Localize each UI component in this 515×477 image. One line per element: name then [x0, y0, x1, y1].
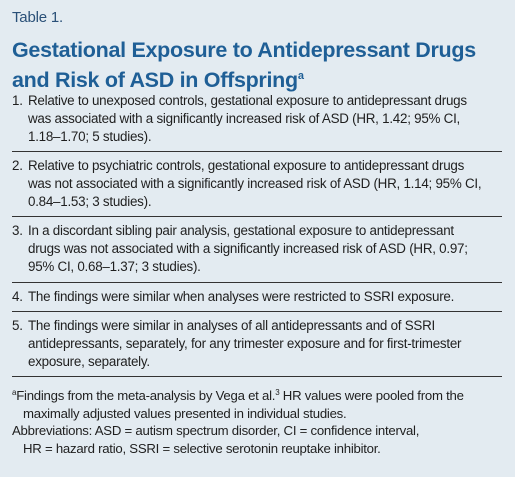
item-text-line: drugs was not associated with a significantly increased risk of ASD (HR, 0.97;: [28, 241, 468, 256]
item-text: [12, 222, 502, 276]
item-text-line: In a discordant sibling pair analysis, gestational exposure to antidepressant: [28, 223, 454, 238]
table-title: [12, 37, 507, 93]
item-text: [12, 317, 502, 371]
table-label: Table 1.: [12, 9, 63, 26]
divider: [12, 216, 502, 217]
list-item: [12, 92, 502, 146]
item-text: [12, 288, 502, 306]
item-number: 1.: [12, 93, 23, 108]
item-number: 4.: [12, 289, 23, 304]
item-number: 2.: [12, 158, 23, 173]
item-number: 5.: [12, 318, 23, 333]
list-item: [12, 222, 502, 276]
item-text: [12, 92, 502, 146]
footnote-mark: a: [12, 388, 17, 397]
item-text-line: Relative to psychiatric controls, gestational exposure to antidepressant drugs: [28, 158, 465, 173]
title-line-1: Gestational Exposure to Antidepressant Drugs: [12, 38, 476, 62]
item-text-line: 0.84–1.53; 3 studies).: [28, 194, 152, 209]
item-text-line: 95% CI, 0.68–1.37; 3 studies).: [28, 259, 201, 274]
item-text-line: exposure, separately.: [28, 354, 150, 369]
item-text-line: The findings were similar in analyses of all antidepressants and of SSRI: [28, 318, 435, 333]
footnote-line: maximally adjusted values presented in individual studies.: [23, 405, 347, 421]
abbreviations-line: HR = hazard ratio, SSRI = selective serotonin reuptake inhibitor.: [23, 440, 381, 456]
item-text-line: The findings were similar when analyses were restricted to SSRI exposure.: [28, 289, 455, 304]
divider: [12, 376, 502, 377]
divider: [12, 151, 502, 152]
abbreviations-line: Abbreviations: ASD = autism spectrum disorder, CI = confidence interval,: [12, 423, 420, 438]
list-item: [12, 288, 502, 306]
item-number: 3.: [12, 223, 23, 238]
item-text-line: antidepressants, separately, for any trimester exposure and for first-trimester: [28, 336, 462, 351]
item-text-line: was associated with a significantly increased risk of ASD (HR, 1.42; 95% CI,: [28, 111, 461, 126]
footnote-line: [12, 384, 507, 405]
item-text-line: 1.18–1.70; 5 studies).: [28, 129, 152, 144]
item-text: [12, 157, 502, 211]
reference-number: 3: [275, 388, 280, 397]
footnote-text: Findings from the meta-analysis by Vega et al.: [16, 388, 276, 403]
footnote-text: HR values were pooled from the: [279, 388, 464, 403]
table-footnote: [12, 384, 507, 457]
list-item: [12, 317, 502, 371]
item-text-line: was not associated with a significantly increased risk of ASD (HR, 1.14; 95% CI,: [28, 176, 482, 191]
divider: [12, 282, 502, 283]
divider: [12, 311, 502, 312]
title-line-2: and Risk of ASD in Offspring: [12, 68, 298, 92]
title-footnote-mark: a: [297, 70, 304, 82]
item-text-line: Relative to unexposed controls, gestational exposure to antidepressant drugs: [28, 93, 467, 108]
list-item: [12, 157, 502, 211]
